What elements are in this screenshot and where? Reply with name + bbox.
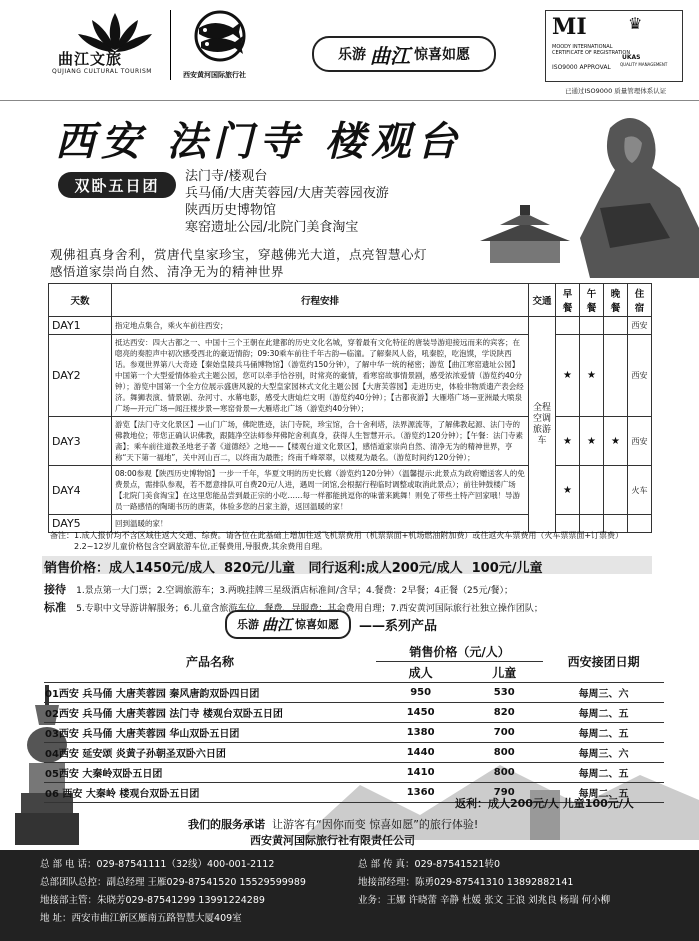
- col-adult: 成人: [376, 662, 465, 683]
- col-breakfast: 早餐: [556, 284, 580, 317]
- footer-staff: 业务：王娜 许晓蕾 辛静 杜媛 张文 王浪 刘兆良 杨瑞 何小柳: [358, 895, 611, 906]
- iso-approval: ISO9000 APPROVAL: [552, 64, 611, 71]
- reception-row: 接待 1.景点第一大门票；2.空调旅游车；3.两晚挂牌三星级酒店标准间/含早；4.餐费：2早餐；4正餐（25元/餐）；: [44, 583, 513, 596]
- footer: [0, 850, 699, 941]
- table-row: DAY4 08:00参观【陕西历史博物馆】一步一千年，华夏文明的历史长廊（游览约120分钟）（温馨提示:此景点为政府赠送客人的免费景点，需排队参观，若不愿意排队可自费20元/人进，遇周一闭馆,会根据行程临时调整或取消此景点）；前往钟鼓楼广场【北院门美食淘宝】在这里您能品尝到最正宗的小吃……每一样都能挑逗你的味蕾来跳舞！则免了带些土特产回家哦！导游员一路感悟的陶瑚书历的唐菜，体验多您的吕家主游，返回温暖的家！ ★ 火车: [49, 466, 652, 515]
- refund-text: 返利：成人200元/人 儿童100元/人: [455, 797, 634, 810]
- company-name: 西安黄河国际旅行社有限责任公司: [250, 834, 415, 847]
- ukas-sub: QUALITY MANAGEMENT: [620, 62, 668, 67]
- pavilion-image: [470, 205, 580, 265]
- moody-logo: MI: [552, 14, 587, 40]
- slogan-left: 乐游: [338, 47, 366, 63]
- table-row: 06 西安 大秦岭 楼观台双卧五日团 1360 790 每周二、五: [44, 783, 664, 803]
- moody-text: MOODY INTERNATIONAL CERTIFICATE OF REGISTRATION: [552, 44, 631, 56]
- notes: 备注：1.成人报价均不含区域往返大交通、综费。请各位在此基础上增加往返飞机票费用（机票票面+机场燃油附加费）或往返火车票费用（火车票票面+订票费） 2.2~12岁儿童价格包含空调旅游车位,正餐费用,导服费,其余费用自理。: [50, 531, 624, 551]
- slogan-right: 惊喜如愿: [414, 47, 470, 63]
- page-title: 西安 法门寺 楼观台: [55, 118, 463, 165]
- intro-text: 观佛祖真身舍利，赏唐代皇家珍宝，穿越佛光大道，点亮智慧心灯 感悟道家崇尚自然、清净无为的精神世界: [50, 247, 428, 279]
- footer-fax: 总 部 传 真：029-87541521转0: [358, 859, 501, 870]
- transport-cell: 全程空调旅游车: [529, 317, 556, 533]
- col-product: 产品名称: [44, 641, 376, 683]
- series-heading: 乐游 曲江 惊喜如愿 ——系列产品: [225, 613, 437, 635]
- slogan-mid: 曲江: [370, 43, 410, 68]
- header-rule: [0, 100, 699, 101]
- fish-logo-icon: [185, 10, 255, 62]
- col-day: 天数: [49, 284, 112, 317]
- footer-control: 总部团队总控：副总经理 王雁029-87541520 15529599989: [40, 877, 306, 888]
- service-promise: 我们的服务承诺 让游客有“因你而变 惊喜如愿”的旅行体验!: [188, 818, 479, 831]
- table-row: DAY1 指定地点集合，乘火车前往西安； 全程空调旅游车 西安: [49, 317, 652, 335]
- table-row: DAY5 回到温暖的家！: [49, 515, 652, 533]
- table-row: DAY2 抵达西安：四大古都之一、中国十三个王朝在此建都的历史文化名城，穿着最有文化特征的唐装导游迎接远而来的宾客；在唿亮的奏腔声中初次感受西北的豪迈情韵；09:30乘车前往千年古韵—临潼。了解秦风人俗，吼秦腔，吃泡馍，学说陕西话。参观世界第八大奇迹【秦始皇陵兵马俑博物馆】（游览约150分钟），了解中华一统的秘密；游览【曲江寒窑遗址公园】中国第一个大型爱情体验式主题公园，您可以牵手恰谷别，时常亮的豪情，看寒窑故事情景剧，感受浓浓爱情（游览约40分钟）；游览中国第一个全方位展示盛唐风貌的大型皇家园林式文化主题公园【大唐芙蓉园】走进历史，体验非物质遗产表会经济。舞狮表演、情景剧、杂河寸、水幕电影，感受大唐灿烂文明（游览约40分钟）；【古都夜游】大雁塔广场—亚洲最大喷泉广场—开元广场—闻汪楼步景—寒窑骨景—大雁塔北广场（游览约40分钟）； ★ ★ 西安: [49, 335, 652, 417]
- price-line: 销售价格：成人1450元/成人 820元/儿童 同行返利:成人200元/成人 100元/儿童: [44, 561, 543, 576]
- feature-item: 陕西历史博物馆: [185, 203, 277, 218]
- feature-list: [185, 168, 389, 236]
- table-row: 05西安 大秦岭双卧五日团 1410 800 每周二、五: [44, 763, 664, 783]
- standard-row: 标准 5.专职中文导游讲解服务；6.儿童含旅游车位、餐费、导服费；其余费用自理；7.西安黄河国际旅行社独立操作团队；: [44, 601, 543, 614]
- slogan-badge: [312, 36, 496, 72]
- table-row: 02西安 兵马俑 大唐芙蓉园 法门寺 楼观台双卧五日团 1450 820 每周二、五: [44, 703, 664, 723]
- tour-type-badge: 双卧五日团: [58, 172, 176, 198]
- footer-supervisor: 地接部主管：朱晓芳029-87541299 13991224289: [40, 895, 265, 906]
- crown-icon: ♛: [628, 14, 643, 33]
- col-dinner: 晚餐: [604, 284, 628, 317]
- brand-qujiang-en: QUJIANG CULTURAL TOURISM: [52, 68, 152, 75]
- brand-qujiang: 曲江文旅: [58, 50, 123, 68]
- col-plan: 行程安排: [112, 284, 529, 317]
- footer-address: 地 址：西安市曲江新区雁南五路智慧大厦409室: [40, 913, 242, 924]
- col-transport: 交通: [529, 284, 556, 317]
- brand-yellowriver: 西安黄河国际旅行社: [183, 71, 246, 79]
- col-stay: 住宿: [628, 284, 652, 317]
- footer-manager: 地接部经理：陈勇029-87541310 13892882141: [358, 877, 574, 888]
- footer-phone: 总 部 电 话：029-87541111（32线）400-001-2112: [40, 859, 275, 870]
- col-child: 儿童: [465, 662, 543, 683]
- table-row: 01西安 兵马俑 大唐芙蓉园 秦风唐韵双卧四日团 950 530 每周三、六: [44, 683, 664, 703]
- feature-item: 兵马俑/大唐芙蓉园/大唐芙蓉园夜游: [185, 186, 389, 201]
- col-date: 西安接团日期: [543, 641, 664, 683]
- feature-item: 法门寺/楼观台: [185, 169, 268, 184]
- col-lunch: 午餐: [580, 284, 604, 317]
- product-table: [44, 641, 664, 803]
- itinerary-table: [48, 283, 652, 533]
- feature-item: 寒窑遗址公园/北院门美食淘宝: [185, 220, 359, 235]
- divider: [170, 10, 171, 80]
- iso-note: 已通过ISO9000 质量管理体系认证: [565, 87, 667, 95]
- ukas-label: UKAS: [622, 54, 641, 61]
- table-row: 04西安 延安颂 炎黄子孙朝圣双卧六日团 1440 800 每周三、六: [44, 743, 664, 763]
- series-slogan: 乐游 曲江 惊喜如愿: [225, 610, 351, 639]
- col-price: 销售价格（元/人）: [376, 641, 543, 662]
- table-row: 03西安 兵马俑 大唐芙蓉园 华山双卧五日团 1380 700 每周二、五: [44, 723, 664, 743]
- table-row: DAY3 游览【法门寺文化景区】—山门广场，佛陀胜迹，法门寺院，珍宝馆，合十舍利塔，法界源流等，了解佛教起源、法门寺的佛教地位；带您正确认识佛教，跟随净空法师参拜佛陀舍利真身，获得人生智慧开示。（游览约120分钟）；【午餐：法门寺素斋】；乘车前往道教圣地老子著《道德经》之地——【楼观台道文化景区】，感悟道家崇尚自然、清净无为的精神世界，亨称“天下第一福地”，关中河山百二，以终南为最胜；终南千峰翠翠，以楼观为最名。（游览时间约120分钟）； ★ ★ ★ 西安: [49, 417, 652, 466]
